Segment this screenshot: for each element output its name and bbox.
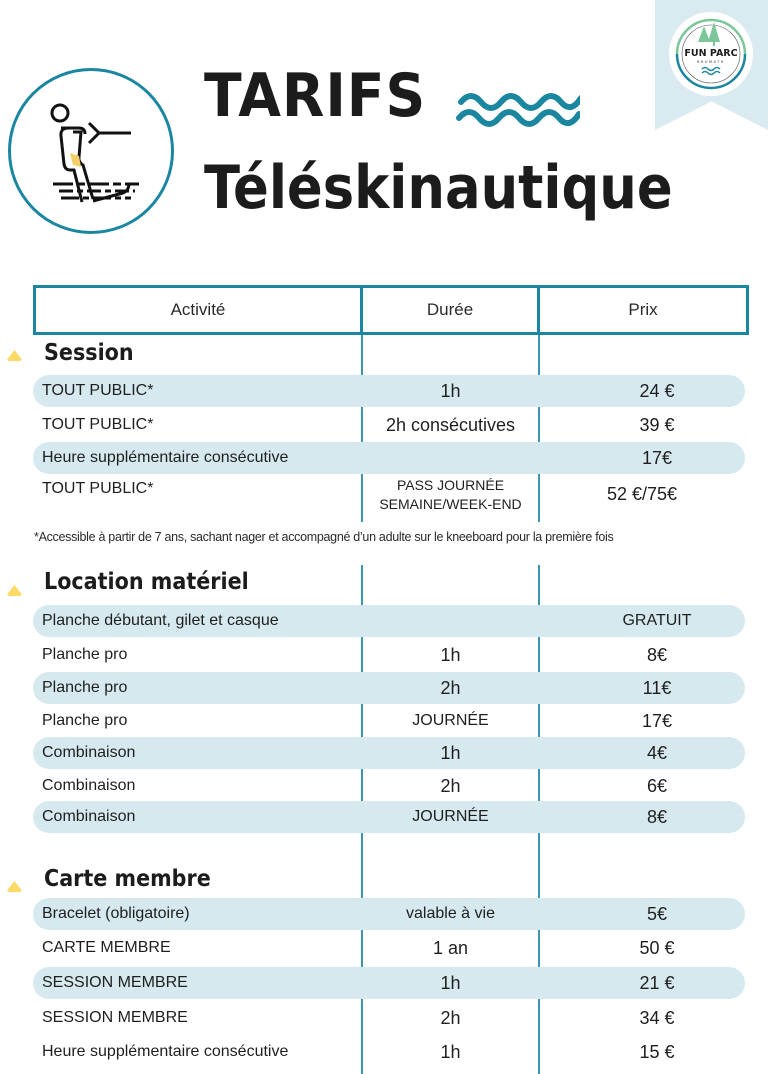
cell-duree: 2h [440, 775, 461, 796]
cell-activite: Heure supplémentaire consécutive [42, 1043, 289, 1060]
cell-activite: Planche pro [42, 712, 128, 729]
section-title-carte-membre: Carte membre [44, 866, 211, 892]
cell-duree-line2: SEMAINE/WEEK-END [379, 496, 522, 512]
table-row [33, 1002, 745, 1034]
table-row [33, 898, 745, 930]
cell-prix: 17€ [641, 447, 673, 468]
cell-activite: Combinaison [42, 777, 136, 794]
cell-activite: CARTE MEMBRE [42, 939, 171, 956]
cell-activite: Planche pro [42, 679, 128, 696]
cell-duree-line1: PASS JOURNÉE [396, 477, 505, 493]
cell-prix: 50 € [639, 937, 675, 958]
table-row [33, 801, 745, 833]
cell-prix: 15 € [639, 1041, 675, 1062]
cell-duree: 2h [440, 1007, 461, 1028]
bullet-icon [6, 350, 23, 361]
cell-prix: 11€ [642, 677, 672, 698]
cell-activite: TOUT PUBLIC* [42, 416, 154, 433]
table-row [33, 605, 745, 637]
cell-activite: Heure supplémentaire consécutive [42, 449, 289, 466]
cell-prix: 17€ [641, 710, 673, 731]
bullet-icon [6, 881, 23, 892]
cell-duree: 1h [440, 1041, 461, 1062]
fun-parc-logo-icon [669, 12, 753, 96]
column-header-duree: Durée [363, 288, 540, 332]
cell-duree: 2h [440, 677, 461, 698]
svg-text:BRUMATH: BRUMATH [697, 60, 725, 64]
table-row [33, 672, 745, 704]
footnote: *Accessible à partir de 7 ans, sachant nager et accompagné d’un adulte sur le kneeboard pour la première fois [34, 530, 614, 544]
cell-activite: SESSION MEMBRE [42, 1009, 188, 1026]
cell-duree: 1h [440, 380, 461, 401]
svg-text:FUN PARC: FUN PARC [684, 48, 738, 59]
waves-icon [455, 80, 580, 130]
table-row [33, 375, 745, 407]
table-row [33, 639, 745, 671]
cell-duree [362, 476, 539, 514]
cell-activite: Combinaison [42, 744, 136, 761]
section-title-location: Location matériel [44, 569, 249, 595]
table-header [33, 285, 749, 335]
table-row [33, 705, 745, 737]
table-row [33, 1036, 745, 1068]
table-row [33, 442, 745, 474]
cell-prix: 5€ [646, 903, 668, 924]
cell-duree: 1h [440, 972, 461, 993]
table-row [33, 409, 745, 441]
column-header-activite: Activité [36, 288, 363, 332]
cell-prix: 52 €/75€ [606, 484, 678, 504]
page-title-line2: Téléskinautique [204, 153, 673, 223]
table-row [33, 967, 745, 999]
water-ski-badge [8, 68, 174, 234]
fun-parc-logo [669, 12, 753, 96]
bullet-icon [6, 585, 23, 596]
cell-prix: 34 € [639, 1007, 675, 1028]
cell-duree: JOURNÉE [412, 808, 489, 825]
cell-prix: GRATUIT [622, 612, 692, 629]
cell-prix: 8€ [646, 644, 668, 665]
cell-activite: Bracelet (obligatoire) [42, 905, 190, 922]
cell-duree: JOURNÉE [412, 712, 489, 729]
cell-activite: Planche débutant, gilet et casque [42, 612, 279, 629]
table-row [33, 476, 745, 518]
water-ski-icon [11, 71, 171, 231]
page-title-line1: TARIFS [204, 61, 427, 131]
cell-duree: 1 an [432, 937, 469, 958]
cell-activite: TOUT PUBLIC* [42, 382, 154, 399]
cell-activite: TOUT PUBLIC* [42, 480, 154, 497]
cell-duree: 1h [440, 742, 461, 763]
cell-prix: 24 € [639, 380, 675, 401]
table-row [33, 932, 745, 964]
cell-prix: 39 € [639, 414, 675, 435]
section-title-session: Session [44, 340, 134, 366]
cell-duree: valable à vie [406, 905, 495, 922]
table-row [33, 770, 745, 802]
cell-duree: 2h consécutives [385, 414, 516, 435]
column-header-prix: Prix [628, 300, 658, 319]
cell-prix: 4€ [646, 742, 668, 763]
cell-prix: 21 € [639, 972, 675, 993]
cell-prix: 8€ [646, 806, 668, 827]
cell-prix: 6€ [646, 775, 668, 796]
cell-activite: Combinaison [42, 808, 136, 825]
cell-activite: SESSION MEMBRE [42, 974, 188, 991]
cell-duree: 1h [440, 644, 461, 665]
table-row [33, 737, 745, 769]
cell-activite: Planche pro [42, 646, 128, 663]
